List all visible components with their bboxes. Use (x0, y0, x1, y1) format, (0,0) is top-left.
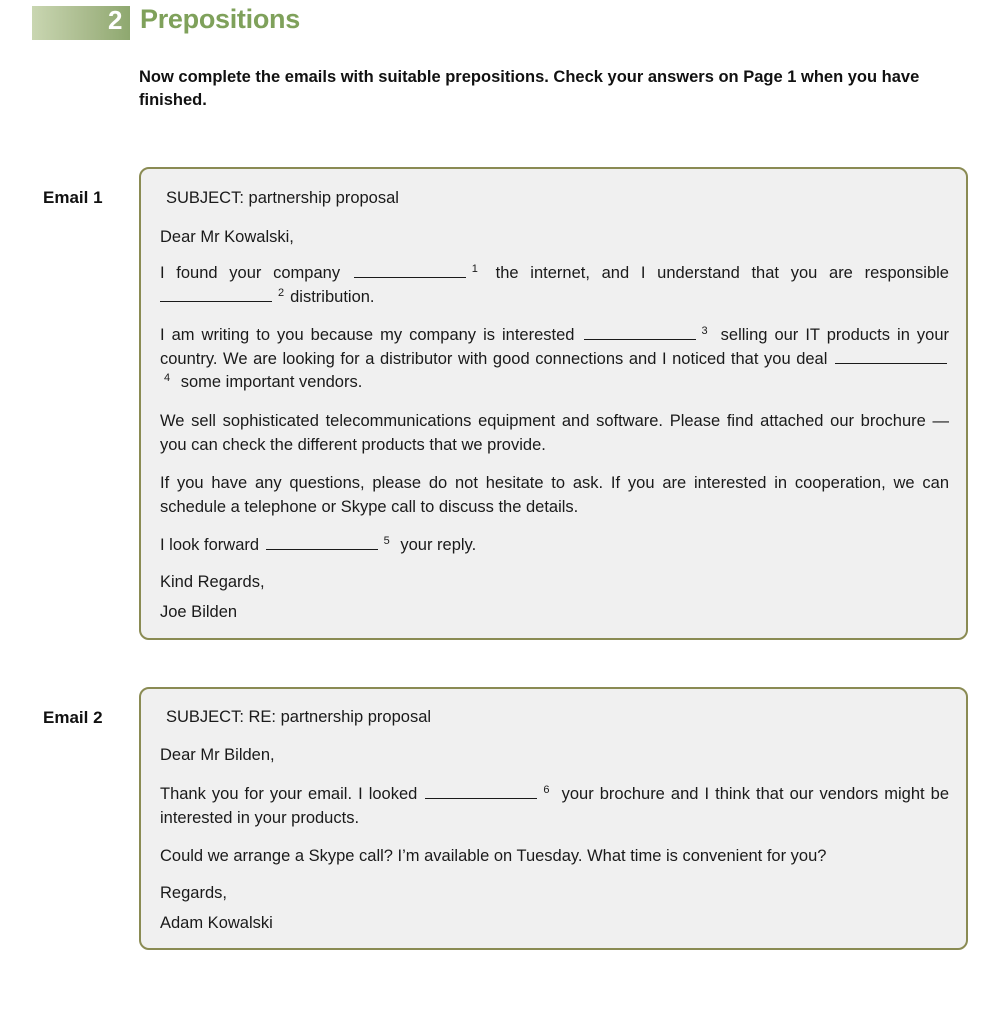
email-2-paragraph-2: Could we arrange a Skype call? I’m available on Tuesday. What time is convenient for you? (160, 847, 827, 865)
email-1-greeting: Dear Mr Kowalski, (160, 228, 294, 246)
email-2-subject: SUBJECT: RE: partnership proposal (166, 708, 432, 726)
gap-3-blank[interactable] (584, 324, 696, 340)
email-1-label: Email 1 (43, 188, 103, 207)
text-segment: some important vendors. (180, 373, 363, 391)
email-1-paragraph-1b (160, 286, 949, 310)
email-2-paragraph-1 (160, 783, 949, 830)
email-2-signature: Adam Kowalski (160, 914, 273, 932)
email-2-closing: Regards, (160, 884, 227, 902)
instructions: Now complete the emails with suitable prepositions. Check your answers on Page 1 when you have finished. (139, 68, 920, 109)
email-1-signature: Joe Bilden (160, 603, 238, 621)
section-number: 2 (108, 5, 123, 35)
gap-6-blank[interactable] (425, 783, 537, 799)
gap-1-number: 1 (471, 262, 478, 275)
email-2-greeting: Dear Mr Bilden, (160, 746, 275, 764)
gap-5-blank[interactable] (266, 534, 378, 550)
email-1-closing: Kind Regards, (160, 573, 265, 591)
email-1-paragraph-3: We sell sophisticated telecommunications equipment and software. Please find attached our brochure — you can check the different products that we provide. (160, 412, 949, 454)
email-1-box (139, 167, 968, 640)
email-1-paragraph-1a (160, 262, 949, 286)
gap-6-number: 6 (543, 783, 550, 796)
text-segment: I look forward (160, 536, 260, 554)
text-segment: your reply. (400, 536, 477, 554)
email-2-label: Email 2 (43, 708, 103, 727)
text-segment: I am writing to you because my company is interested (160, 326, 575, 344)
gap-4-blank[interactable] (835, 348, 947, 364)
text-segment: distribution. (290, 288, 375, 306)
email-1-paragraph-5 (160, 534, 949, 558)
email-1-subject: SUBJECT: partnership proposal (166, 189, 399, 207)
gap-2-number: 2 (278, 286, 285, 299)
email-2-box (139, 687, 968, 950)
gap-3-number: 3 (701, 324, 708, 337)
text-segment: the internet, and I understand that you are responsible (495, 264, 949, 282)
text-segment: selling our IT products in your country. We are looking for a distributor with good connections and I noticed that you deal (160, 326, 949, 368)
email-1-paragraph-4: If you have any questions, please do not hesitate to ask. If you are interested in cooperation, we can schedule a telephone or Skype call to discuss the details. (160, 474, 949, 516)
text-segment: your brochure and I think that our vendors might be interested in your products. (160, 785, 950, 827)
text-segment: Thank you for your email. I looked (160, 785, 418, 803)
gap-2-blank[interactable] (160, 286, 272, 302)
email-1-paragraph-2 (160, 324, 949, 395)
text-segment: I found your company (160, 264, 341, 282)
gap-1-blank[interactable] (354, 262, 466, 278)
gap-4-number: 4 (164, 371, 171, 384)
section-title: Prepositions (140, 4, 300, 34)
gap-5-number: 5 (383, 534, 390, 547)
